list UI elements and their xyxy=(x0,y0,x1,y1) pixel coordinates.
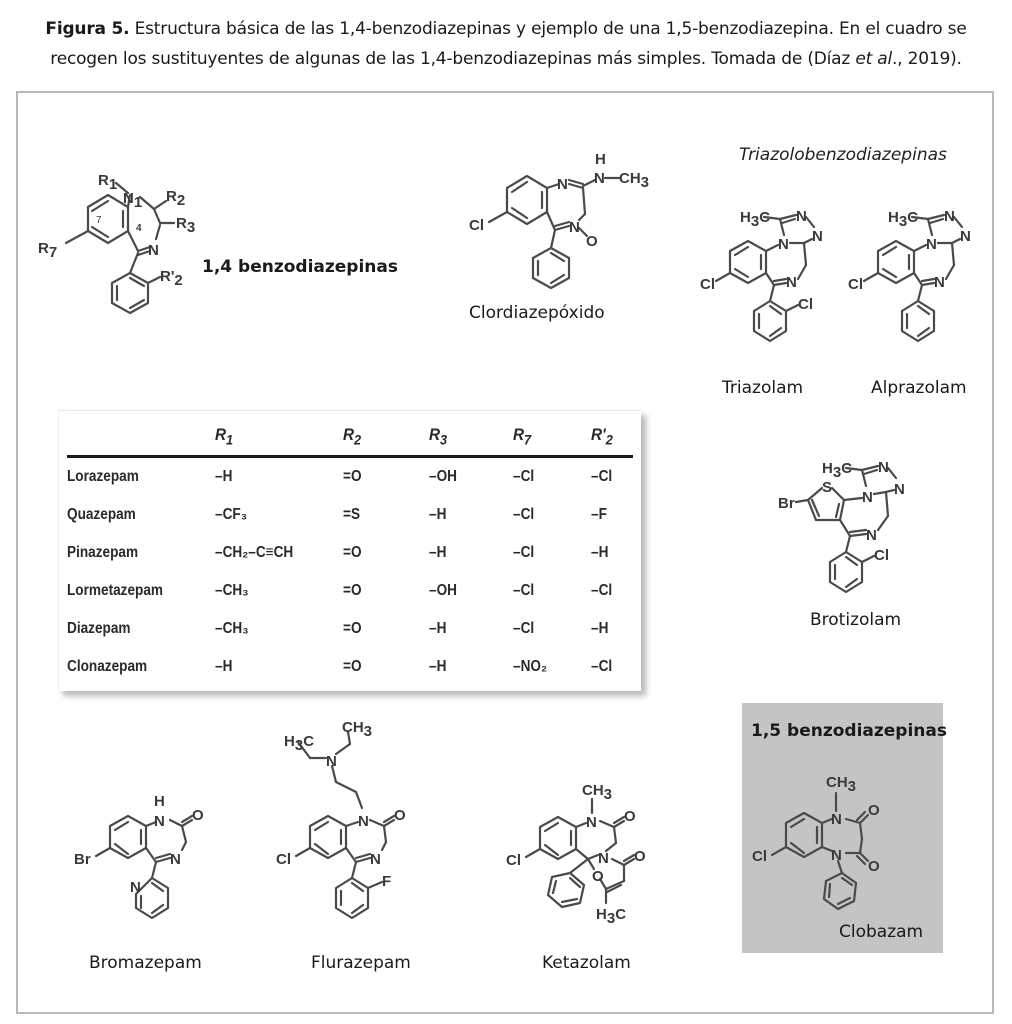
cell-r2-prime: –Cl xyxy=(591,582,613,599)
atom-h3c: H3C xyxy=(888,209,919,230)
bond xyxy=(555,222,569,226)
table-row xyxy=(67,534,633,572)
bond xyxy=(952,243,954,265)
bond xyxy=(808,488,822,500)
header-r3: $R_3$ xyxy=(429,425,448,449)
bond xyxy=(914,273,922,285)
bond xyxy=(766,273,774,285)
bond xyxy=(576,823,586,827)
brotizolam-structure xyxy=(778,440,928,600)
triazolam-structure xyxy=(700,205,840,355)
atom-n5: N xyxy=(831,847,842,864)
atom-h3c: H3C xyxy=(822,460,853,481)
atom-o-ring: O xyxy=(592,868,604,885)
bond xyxy=(780,219,784,235)
bond xyxy=(946,265,954,279)
atom-r2-prime: R'2 xyxy=(160,268,183,289)
atom-h: H xyxy=(154,793,165,810)
atom-cl: Cl xyxy=(506,852,521,869)
atom-cl-phenyl: Cl xyxy=(798,296,813,313)
atom-cl: Cl xyxy=(752,848,767,865)
bond xyxy=(148,277,160,283)
position-7-label: 7 xyxy=(96,215,102,226)
benzodiazepine-1-5-heading: 1,5 benzodiazepinas xyxy=(751,721,947,741)
bond xyxy=(156,854,170,858)
bond xyxy=(553,881,556,893)
bond xyxy=(850,530,866,532)
clobazam-structure xyxy=(748,765,898,915)
bond xyxy=(766,245,778,251)
bond xyxy=(774,279,786,281)
atom-ch3: CH3 xyxy=(826,774,857,795)
atom-br: Br xyxy=(778,495,795,512)
atom-cl-ring: Cl xyxy=(700,276,715,293)
bond xyxy=(716,273,730,281)
bond xyxy=(804,243,806,265)
bond xyxy=(952,239,960,243)
atom-h: H xyxy=(595,151,606,168)
atom-n-a: N xyxy=(878,459,889,476)
table-row xyxy=(67,496,633,534)
atom-r2: R2 xyxy=(166,188,186,209)
bond xyxy=(886,492,888,516)
atom-n-b: N xyxy=(894,481,905,498)
atom-n1: N xyxy=(358,813,369,830)
caption-et-al: et al xyxy=(855,49,892,69)
bond xyxy=(182,826,186,842)
bond xyxy=(555,226,569,230)
atom-o: O xyxy=(586,233,598,250)
bond xyxy=(836,504,839,517)
atom-r3: R3 xyxy=(176,215,196,236)
bond xyxy=(844,498,862,500)
bond xyxy=(579,214,585,220)
table-row xyxy=(67,457,633,497)
atom-n-b: N xyxy=(960,228,971,245)
bond xyxy=(569,180,583,184)
atom-cl-ring: Cl xyxy=(848,276,863,293)
atom-o1: O xyxy=(624,808,636,825)
cell-name: Pinazepam xyxy=(67,544,139,561)
bond xyxy=(850,534,866,536)
cell-r2-prime: –H xyxy=(591,620,609,637)
bond xyxy=(782,219,795,223)
ketazolam-structure xyxy=(500,775,660,935)
cell-r2-prime: –F xyxy=(591,506,607,523)
cell-r7: –Cl xyxy=(513,620,535,637)
bond xyxy=(551,230,555,248)
atom-o: O xyxy=(192,807,204,824)
bond xyxy=(862,556,874,562)
atom-s: S xyxy=(822,479,833,496)
atom-f: F xyxy=(382,873,392,890)
clordiazepoxido-label: Clordiazepóxido xyxy=(469,303,605,323)
bond xyxy=(914,245,926,251)
atom-n4: N xyxy=(148,242,159,259)
atom-n-b: N xyxy=(812,228,823,245)
cell-r7: –Cl xyxy=(513,468,535,485)
atom-n-a: N xyxy=(796,208,807,225)
bromazepam-structure xyxy=(70,790,210,930)
bond xyxy=(384,826,386,842)
bond xyxy=(368,882,382,888)
bond xyxy=(526,849,540,857)
ketazolam-label: Ketazolam xyxy=(542,953,631,973)
bond xyxy=(156,858,170,862)
bond xyxy=(296,848,310,856)
bond xyxy=(874,492,886,494)
atom-n-pyridine: N xyxy=(130,879,141,896)
bond xyxy=(928,219,932,235)
cell-r2: =O xyxy=(343,582,362,599)
alprazolam-structure xyxy=(848,205,978,355)
brotizolam-label: Brotizolam xyxy=(810,610,902,630)
bond xyxy=(804,239,812,243)
flurazepam-label: Flurazepam xyxy=(311,953,411,973)
cell-r3: –OH xyxy=(429,468,457,485)
header-r2: $R_2$ xyxy=(343,425,362,449)
cell-r2-prime: –Cl xyxy=(591,658,613,675)
bond xyxy=(846,536,850,552)
bond xyxy=(806,217,814,227)
bond xyxy=(154,201,166,209)
cell-name: Diazepam xyxy=(67,620,131,637)
bond xyxy=(370,820,384,826)
atom-n-d: N xyxy=(934,274,945,291)
caption-text-2: recogen los sustituyentes de algunas de las 1,4-benzodiazepinas más simples. Tomada de (Díaz xyxy=(50,49,856,69)
atom-n-amine: N xyxy=(594,170,605,187)
bond xyxy=(922,283,934,285)
bond xyxy=(930,219,943,223)
cell-r1: –CH₃ xyxy=(215,582,249,599)
cell-r2: =S xyxy=(343,506,361,523)
core-structure-diagram xyxy=(30,165,200,315)
cell-r3: –H xyxy=(429,544,447,561)
clobazam-label: Clobazam xyxy=(839,922,924,942)
bond xyxy=(96,848,110,856)
figure-label: Figura 5. xyxy=(45,19,130,39)
bond xyxy=(489,212,507,222)
bond xyxy=(356,858,370,862)
cell-name: Lormetazepam xyxy=(67,582,163,599)
substituent-table-card xyxy=(58,410,641,691)
atom-n4: N xyxy=(598,850,609,867)
bond xyxy=(832,488,844,500)
bond xyxy=(840,500,844,520)
cell-r1: –CH₂–C≡CH xyxy=(215,544,294,561)
bond xyxy=(569,184,583,188)
bond xyxy=(352,862,356,878)
atom-o1: O xyxy=(868,802,880,819)
bond xyxy=(346,822,358,826)
atom-cl: Cl xyxy=(276,851,291,868)
bond xyxy=(614,827,616,843)
cell-name: Quazepam xyxy=(67,506,136,523)
atom-r7: R7 xyxy=(38,240,58,261)
atom-h3c: H3C xyxy=(284,733,315,754)
bond xyxy=(862,470,866,486)
bond xyxy=(336,744,350,754)
bond xyxy=(570,859,588,873)
atom-n-c: N xyxy=(778,236,789,253)
table-row xyxy=(67,648,633,686)
atom-n-a: N xyxy=(944,208,955,225)
header-r1: $R_1$ xyxy=(215,425,234,449)
atom-o: O xyxy=(394,807,406,824)
cell-r1: –H xyxy=(215,468,233,485)
atom-n-d: N xyxy=(866,527,877,544)
atom-cl: Cl xyxy=(874,547,889,564)
caption-text-3: ., 2019). xyxy=(892,49,962,69)
atom-n1: N xyxy=(557,176,568,193)
bond xyxy=(182,842,186,850)
bond xyxy=(612,859,624,865)
flurazepam-structure xyxy=(270,718,430,928)
atom-n1: N1 xyxy=(123,190,143,211)
bond xyxy=(878,516,888,530)
atom-cl: Cl xyxy=(469,217,484,234)
header-compound xyxy=(67,419,200,457)
bond xyxy=(772,847,786,855)
cell-name: Lorazepam xyxy=(67,468,139,485)
cell-r1: –CH₃ xyxy=(215,620,249,637)
bond xyxy=(66,231,88,243)
bond xyxy=(156,225,160,239)
atom-n1: N xyxy=(586,814,597,831)
atom-ch3: CH3 xyxy=(582,782,613,803)
cell-r3: –OH xyxy=(429,582,457,599)
cell-r3: –H xyxy=(429,658,447,675)
bond xyxy=(583,188,585,214)
atom-n4: N xyxy=(170,851,181,868)
bond xyxy=(860,823,862,839)
bond xyxy=(864,470,877,474)
bond xyxy=(170,820,182,826)
caption-line-1 xyxy=(0,14,1012,44)
atom-n1: N xyxy=(154,813,165,830)
substituent-table xyxy=(67,419,633,686)
bond xyxy=(798,265,806,279)
bond xyxy=(562,899,577,902)
bond xyxy=(356,854,370,858)
atom-r1: R1 xyxy=(98,172,118,193)
bond xyxy=(770,285,774,301)
triazolam-label: Triazolam xyxy=(722,378,804,398)
bond xyxy=(128,231,138,251)
atom-h3c: H3C xyxy=(740,209,771,230)
figure-caption xyxy=(0,14,1012,74)
caption-text-1: Estructura básica de las 1,4-benzodiazepinas y ejemplo de una 1,5-benzodiazepina. En el cuadro se xyxy=(129,19,967,39)
bond xyxy=(786,305,798,311)
alprazolam-label: Alprazolam xyxy=(871,378,967,398)
atom-n1: N xyxy=(831,811,842,828)
position-4-label: 4 xyxy=(136,223,142,234)
atom-br: Br xyxy=(74,851,91,868)
cell-r2-prime: –H xyxy=(591,544,609,561)
atom-n4: N xyxy=(569,219,580,236)
cell-r7: –Cl xyxy=(513,582,535,599)
bond xyxy=(336,782,356,792)
cell-r3: –H xyxy=(429,620,447,637)
atom-ch3: CH3 xyxy=(619,170,650,191)
bond xyxy=(808,500,816,520)
bond xyxy=(346,848,356,862)
atom-n-c: N xyxy=(862,489,873,506)
bond xyxy=(864,273,878,281)
atom-n-d: N xyxy=(786,274,797,291)
core-heading: 1,4 benzodiazepinas xyxy=(202,257,398,277)
bond xyxy=(774,283,786,285)
cell-r2: =O xyxy=(343,620,362,637)
cell-r2: =O xyxy=(343,544,362,561)
table-row xyxy=(67,610,633,648)
table-row xyxy=(67,572,633,610)
header-r2-prime: $R'_2$ xyxy=(591,425,613,449)
bond xyxy=(796,500,808,502)
cell-r1: –CF₃ xyxy=(215,506,247,523)
bond xyxy=(829,884,830,897)
atom-n-amine: N xyxy=(326,753,337,770)
atom-o2: O xyxy=(868,858,880,875)
cell-r7: –Cl xyxy=(513,506,535,523)
atom-ch3: CH3 xyxy=(342,719,373,740)
cell-r7: –Cl xyxy=(513,544,535,561)
bond xyxy=(356,792,362,808)
bond xyxy=(588,855,598,859)
bond xyxy=(140,197,160,223)
cell-r2-prime: –Cl xyxy=(591,468,613,485)
bond xyxy=(547,212,555,230)
bond xyxy=(130,253,138,273)
bond xyxy=(922,279,934,281)
header-r7: $R_7$ xyxy=(513,425,532,449)
bond xyxy=(840,520,850,536)
atom-o2: O xyxy=(634,848,646,865)
bond xyxy=(886,490,894,492)
cell-r7: –NO₂ xyxy=(513,658,548,675)
triazolo-heading: Triazolobenzodiazepinas xyxy=(739,145,947,165)
caption-line-2 xyxy=(0,44,1012,74)
cell-name: Clonazepam xyxy=(67,658,148,675)
clordiazepoxido-structure xyxy=(455,150,650,295)
bond xyxy=(860,839,862,853)
bond xyxy=(576,849,588,859)
cell-r1: –H xyxy=(215,658,233,675)
bond xyxy=(382,842,386,850)
bromazepam-label: Bromazepam xyxy=(89,953,202,973)
bond xyxy=(954,217,962,227)
atom-h3c: H3C xyxy=(596,906,627,927)
cell-r2: =O xyxy=(343,658,362,675)
bond xyxy=(918,285,922,301)
bond xyxy=(888,468,896,478)
bond xyxy=(152,862,156,878)
cell-r3: –H xyxy=(429,506,447,523)
atom-n-c: N xyxy=(926,236,937,253)
table-header-row xyxy=(67,419,633,457)
atom-n4: N xyxy=(370,851,381,868)
cell-r2: =O xyxy=(343,468,362,485)
bond xyxy=(600,821,614,827)
bond xyxy=(146,848,156,862)
